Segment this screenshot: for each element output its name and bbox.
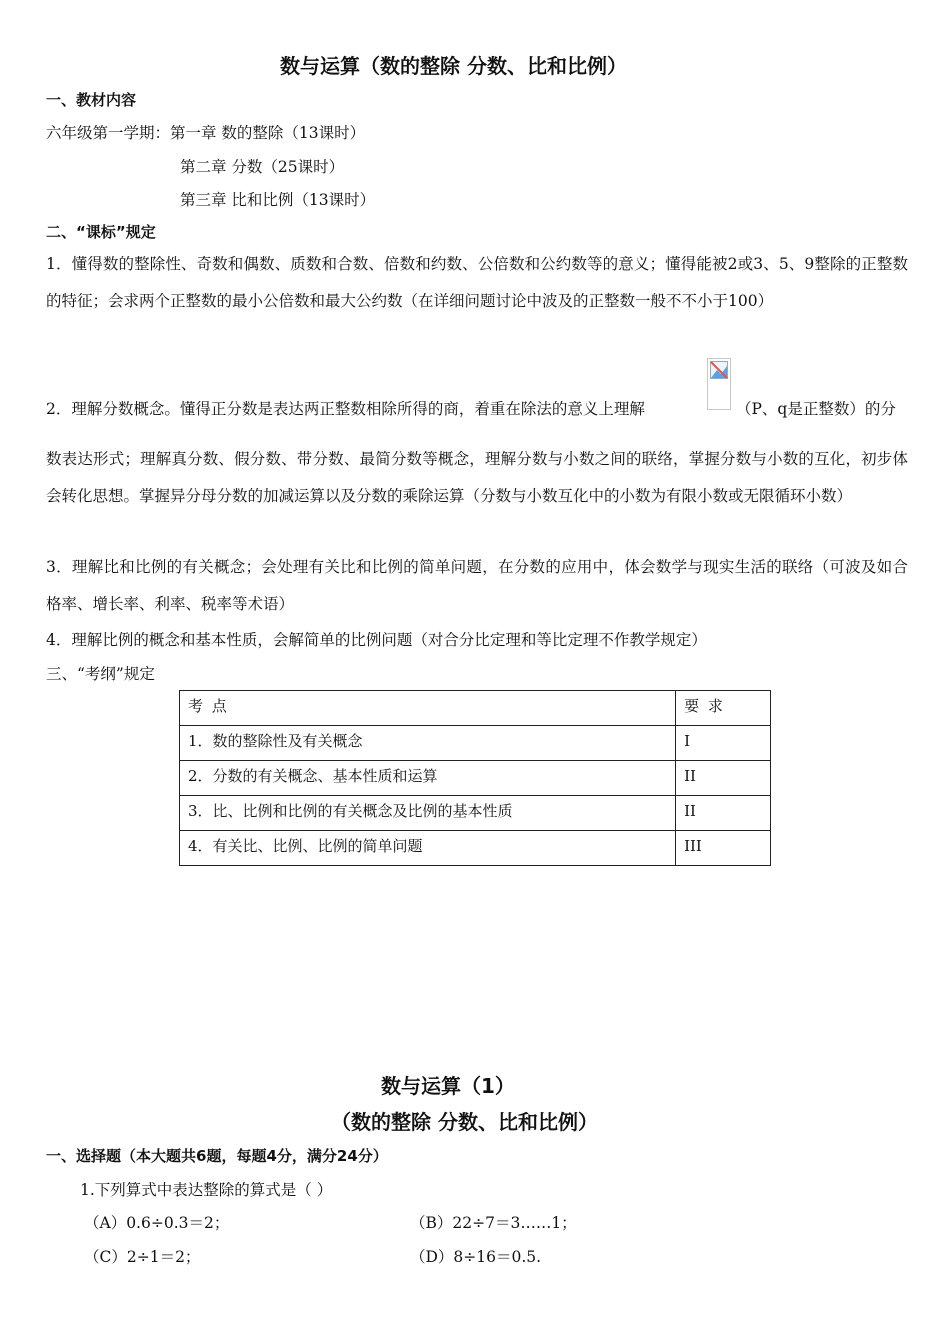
chapter-line-2: 第二章 分数（25课时）	[180, 158, 345, 176]
table-header-cell: 要 求	[676, 691, 771, 726]
standard-item-4: 4．理解比例的概念和基本性质，会解简单的比例问题（对合分比定理和等比定理不作教学规定）	[46, 631, 707, 649]
table-cell: 2．分数的有关概念、基本性质和运算	[180, 761, 676, 796]
table-row	[180, 831, 771, 866]
broken-image-icon	[710, 361, 728, 379]
section2-heading: 二、“课标”规定	[46, 223, 156, 241]
standard-item-3: 3．理解比和比例的有关概念；会处理有关比和比例的简单问题，在分数的应用中，体会数学与现实生活的联络（可波及如合格率、增长率、利率、税率等术语）	[46, 558, 908, 613]
page-title: 数与运算（数的整除 分数、比和比例）	[280, 54, 627, 78]
option-b: （B）22÷7＝3……1；	[410, 1214, 577, 1232]
table-cell: 3．比、比例和比例的有关概念及比例的基本性质	[180, 796, 676, 831]
standard-item-1: 1．懂得数的整除性、奇数和偶数、质数和合数、倍数和约数、公倍数和公约数等的意义；懂得能被2或3、5、9整除的正整数的特征；会求两个正整数的最小公倍数和最大公约数（在详细问题讨论中波及的正整数一般不不小于100）	[46, 255, 908, 310]
section1-heading: 一、教材内容	[46, 91, 137, 109]
exercise-subtitle: （数的整除 分数、比和比例）	[331, 1110, 598, 1134]
table-cell: 1．数的整除性及有关概念	[180, 726, 676, 761]
table-cell: 4．有关比、比例、比例的简单问题	[180, 831, 676, 866]
table-cell: II	[676, 796, 771, 831]
requirements-table	[179, 690, 771, 866]
option-a: （A）0.6÷0.3＝2；	[84, 1214, 230, 1232]
chapter-line-3: 第三章 比和比例（13课时）	[180, 191, 376, 209]
chapter-line-1: 六年级第一学期：第一章 数的整除（13课时）	[46, 124, 366, 142]
table-cell: II	[676, 761, 771, 796]
standard-item-2-end: （P、q是正整数）的分	[736, 400, 896, 418]
table-cell: I	[676, 726, 771, 761]
table-row	[180, 726, 771, 761]
option-c: （C）2÷1＝2；	[84, 1248, 201, 1266]
exercise-title: 数与运算（1）	[381, 1074, 515, 1098]
question-1: 1.下列算式中表达整除的算式是（ ）	[80, 1181, 333, 1199]
table-row	[180, 796, 771, 831]
table-row	[180, 761, 771, 796]
section3-heading: 三、“考纲”规定	[46, 665, 155, 683]
table-cell: III	[676, 831, 771, 866]
standard-item-2-start: 2．理解分数概念。懂得正分数是表达两正整数相除所得的商，着重在除法的意义上理解	[46, 400, 645, 418]
table-header-cell: 考 点	[180, 691, 676, 726]
standard-item-2-rest: 数表达形式；理解真分数、假分数、带分数、最简分数等概念，理解分数与小数之间的联络，掌握分数与小数的互化，初步体会转化思想。掌握异分母分数的加减运算以及分数的乘除运算（分数与小数互化中的小数为有限小数或无限循环小数）	[46, 450, 908, 505]
table-header-row	[180, 691, 771, 726]
option-d: （D）8÷16＝0.5.	[410, 1248, 542, 1266]
choice-section-heading: 一、选择题（本大题共6题，每题4分，满分24分）	[46, 1147, 388, 1165]
fraction-image-placeholder	[707, 358, 731, 410]
